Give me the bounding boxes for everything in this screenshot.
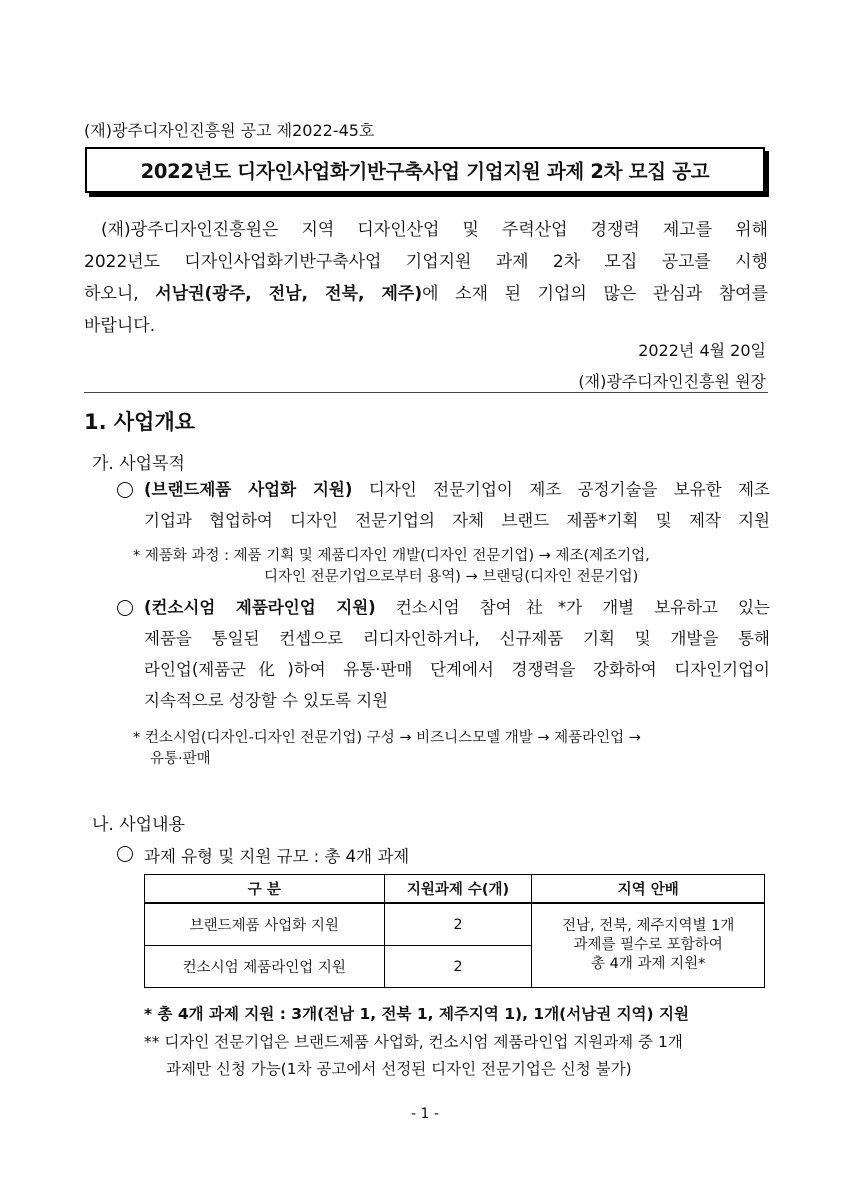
region-emphasis: 서남권(광주, 전남, 전북, 제주): [155, 284, 423, 304]
purpose-item-brand: [144, 474, 770, 536]
circle-bullet-icon: [117, 600, 133, 616]
circle-bullet-icon: [117, 846, 133, 862]
item1-note-line2: 디자인 전문기업으로부터 용역) → 브랜딩(디자인 전문기업): [264, 569, 639, 585]
row-type: 컨소시엄 제품라인업 지원: [145, 946, 385, 988]
intro-paragraph: [84, 214, 768, 342]
page-number: - 1 -: [411, 1106, 439, 1122]
intro-line-2: 2022년도 디자인사업화기반구축사업 기업지원 과제 2차 모집 공고를 시행: [84, 252, 768, 272]
section-heading: 1. 사업개요: [84, 410, 196, 434]
region-allocation: 전남, 전북, 제주지역별 1개 과제를 필수로 포함하여 총 4개 과제 지원*: [532, 903, 765, 988]
footnote-total: * 총 4개 과제 지원 : 3개(전남 1, 전북 1, 제주지역 1), 1개(서남권 지역) 지원: [144, 1005, 689, 1023]
intro-line-3: 하오니, 서남권(광주, 전남, 전북, 제주)에 소재 된 기업의 많은 관심과 참여를: [84, 284, 768, 304]
intro-line-1: (재)광주디자인진흥원은 지역 디자인산업 및 주력산업 경쟁력 제고를 위해: [101, 220, 768, 240]
item2-line1: (컨소시엄 제품라인업 지원) 컨소시엄 참여社*가 개별 보유하고 있는: [144, 598, 770, 617]
purpose-item-consortium: [144, 592, 770, 716]
scale-item: 과제 유형 및 지원 규모 : 총 4개 과제: [144, 847, 410, 866]
item2-note-line2: 유통·판매: [150, 751, 211, 767]
footnote-eligibility-line2: 과제만 신청 가능(1차 공고에서 선정된 디자인 전문기업은 신청 불가): [166, 1060, 632, 1078]
header-region: 지역 안배: [532, 875, 765, 904]
document-title: 2022년도 디자인사업화기반구축사업 기업지원 과제 2차 모집 공고: [140, 160, 710, 183]
subsection-content: 나. 사업내용: [92, 815, 185, 835]
row-count: 2: [384, 903, 532, 946]
row-count: 2: [384, 946, 532, 988]
intro-line-4: 바랍니다.: [84, 316, 156, 336]
notice-date: 2022년 4월 20일: [638, 341, 766, 360]
table-header-row: [145, 875, 765, 904]
item1-line1: (브랜드제품 사업화 지원) 디자인 전문기업이 제조 공정기술을 보유한 제조: [144, 480, 770, 499]
item2-line2: 제품을 통일된 컨셉으로 리디자인하거나, 신규제품 기획 및 개발을 통해: [144, 629, 770, 648]
title-box: [85, 147, 765, 193]
item1-note-line1: * 제품화 과정 : 제품 기획 및 제품디자인 개발(디자인 전문기업) → 제조(제조기업,: [133, 548, 650, 564]
circle-bullet-icon: [117, 482, 133, 498]
item2-line3: 라인업(제품군化)하여 유통·판매 단계에서 경쟁력을 강화하여 디자인기업이: [144, 660, 770, 679]
row-type: 브랜드제품 사업화 지원: [145, 903, 385, 946]
support-table: [144, 874, 765, 988]
footnote-eligibility-line1: ** 디자인 전문기업은 브랜드제품 사업화, 컨소시엄 제품라인업 지원과제 중 1개: [144, 1033, 683, 1051]
notice-number: (재)광주디자인진흥원 공고 제2022-45호: [84, 121, 375, 140]
header-category: 구 분: [145, 875, 385, 904]
subsection-purpose: 가. 사업목적: [92, 454, 185, 474]
issuer: (재)광주디자인진흥원 원장: [578, 372, 766, 391]
item1-line2: 기업과 협업하여 디자인 전문기업의 자체 브랜드 제품*기획 및 제작 지원: [144, 511, 770, 530]
divider: [84, 392, 768, 393]
table-row: [145, 903, 765, 946]
item2-note-line1: * 컨소시엄(디자인-디자인 전문기업) 구성 → 비즈니스모델 개발 → 제품라인업 →: [133, 730, 641, 746]
item2-line4: 지속적으로 성장할 수 있도록 지원: [144, 691, 389, 710]
header-count: 지원과제 수(개): [384, 875, 532, 904]
